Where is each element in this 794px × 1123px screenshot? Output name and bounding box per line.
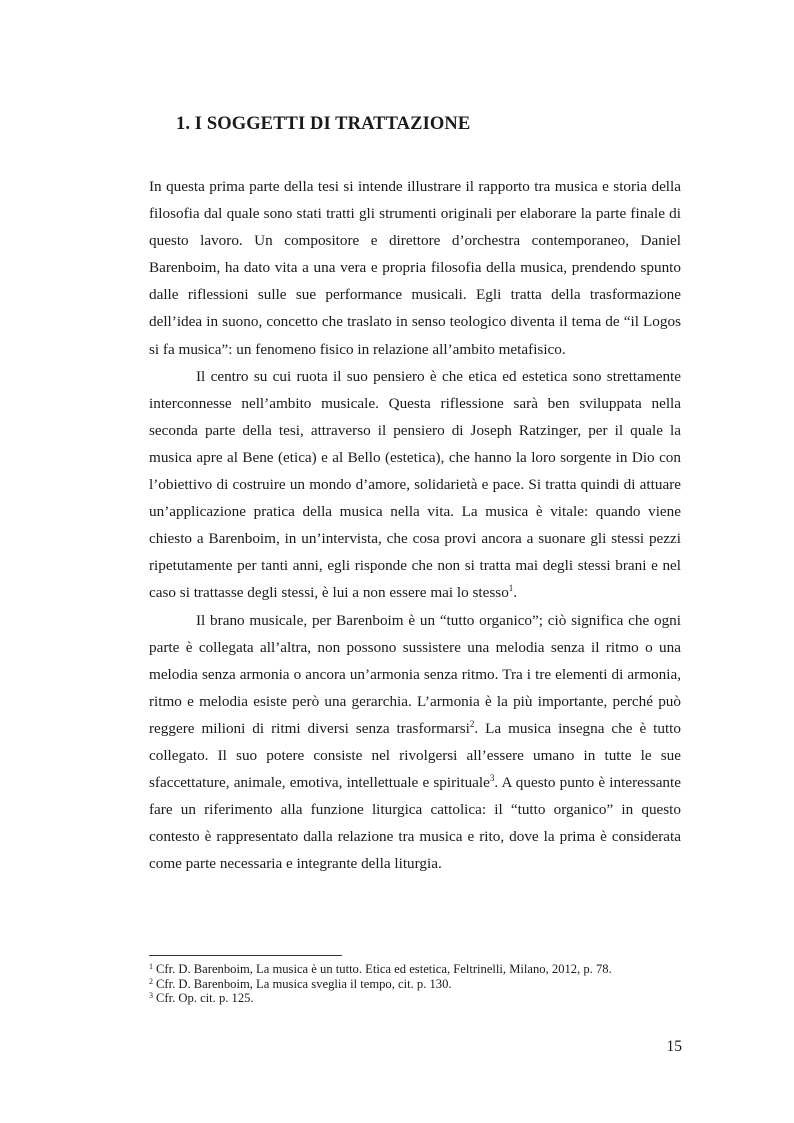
footnote-number: 2 bbox=[149, 976, 153, 986]
page-number: 15 bbox=[666, 1038, 682, 1055]
footnote-ref-3: 3 bbox=[489, 773, 495, 783]
footnote-text: Cfr. D. Barenboim, La musica è un tutto. Etica ed estetica, Feltrinelli, Milano, 2012, p. 78. bbox=[156, 962, 612, 976]
paragraph-3 bbox=[149, 607, 681, 878]
footnote bbox=[149, 962, 689, 977]
footnote bbox=[149, 991, 689, 1006]
footnote-text: Cfr. D. Barenboim, La musica sveglia il tempo, cit. p. 130. bbox=[156, 976, 452, 991]
paragraph-2 bbox=[149, 363, 681, 607]
footnote-number: 1 bbox=[149, 962, 153, 971]
paragraph-2-end: . bbox=[513, 584, 518, 602]
paragraph-1: In questa prima parte della tesi si intende illustrare il rapporto tra musica e storia della filosofia dal quale sono stati tratti gli strumenti originali per elaborare la parte finale di questo lavoro. Un compositore e direttore d’orchestra contemporaneo, Daniel Barenboim, ha dato vita a una vera e propria filosofia della musica, prendendo spunto dalle riflessioni sulle sue performance musicali. Egli tratta della trasformazione dell’idea in suono, concetto che traslato in senso teologico diventa il tema de “il Logos si fa musica”: un fenomeno fisico in relazione all’ambito metafisico. bbox=[149, 178, 681, 358]
paragraph-3-text-b: . La musica insegna che è tutto collegato. Il suo potere consiste nel rivolgersi all’essere umano in tutte le sue sfaccettature, animale, emotiva, intellettuale e spirituale bbox=[149, 719, 681, 792]
footnotes bbox=[149, 962, 689, 1006]
footnote-divider bbox=[149, 955, 342, 956]
footnote bbox=[149, 977, 689, 992]
footnote-number: 3 bbox=[149, 991, 153, 1001]
paragraph-3-text-c: . A questo punto è interessante fare un riferimento alla funzione liturgica cattolica: il “tutto organico” in questo contesto è rappresentato dalla relazione tra musica e rito, dove la prima è considerata come parte necessaria e integrante della liturgia. bbox=[149, 774, 681, 873]
section-heading: 1. I SOGGETTI DI TRATTAZIONE bbox=[176, 114, 471, 134]
footnote-text: Cfr. Op. cit. p. 125. bbox=[156, 991, 254, 1006]
body-text bbox=[149, 173, 681, 877]
paragraph-3-text-a: Il brano musicale, per Barenboim è un “tutto organico”; ciò significa che ogni parte è collegata all’altra, non possono sussistere una melodia senza il ritmo o una melodia senza armonia o ancora un’armonia senza ritmo. Tra i tre elementi di armonia, ritmo e melodia esiste però una gerarchia. L’armonia è la più importante, perché può reggere milioni di ritmi diversi senza trasformarsi bbox=[149, 611, 681, 737]
footnote-ref-2: 2 bbox=[469, 718, 475, 729]
footnote-ref-1: 1 bbox=[508, 583, 514, 594]
paragraph-2-text: Il centro su cui ruota il suo pensiero è che etica ed estetica sono strettamente interconnesse nell’ambito musicale. Questa riflessione sarà ben sviluppata nella seconda parte della tesi, attraverso il pensiero di Joseph Ratzinger, per il quale la musica apre al Bene (etica) e al Bello (estetica), che hanno la loro sorgente in Dio con l’obiettivo di costruire un mondo d’amore, solidarietà e pace. Si tratta quindi di attuare un’applicazione pratica della musica nella vita. La musica è vitale: quando viene chiesto a Barenboim, in un’intervista, che cosa provi ancora a suonare gli stessi pezzi ripetutamente per tanti anni, egli risponde che non si tratta mai degli stessi brani e nel caso si trattasse degli stessi, è lui a non essere mai lo stesso bbox=[149, 367, 681, 602]
